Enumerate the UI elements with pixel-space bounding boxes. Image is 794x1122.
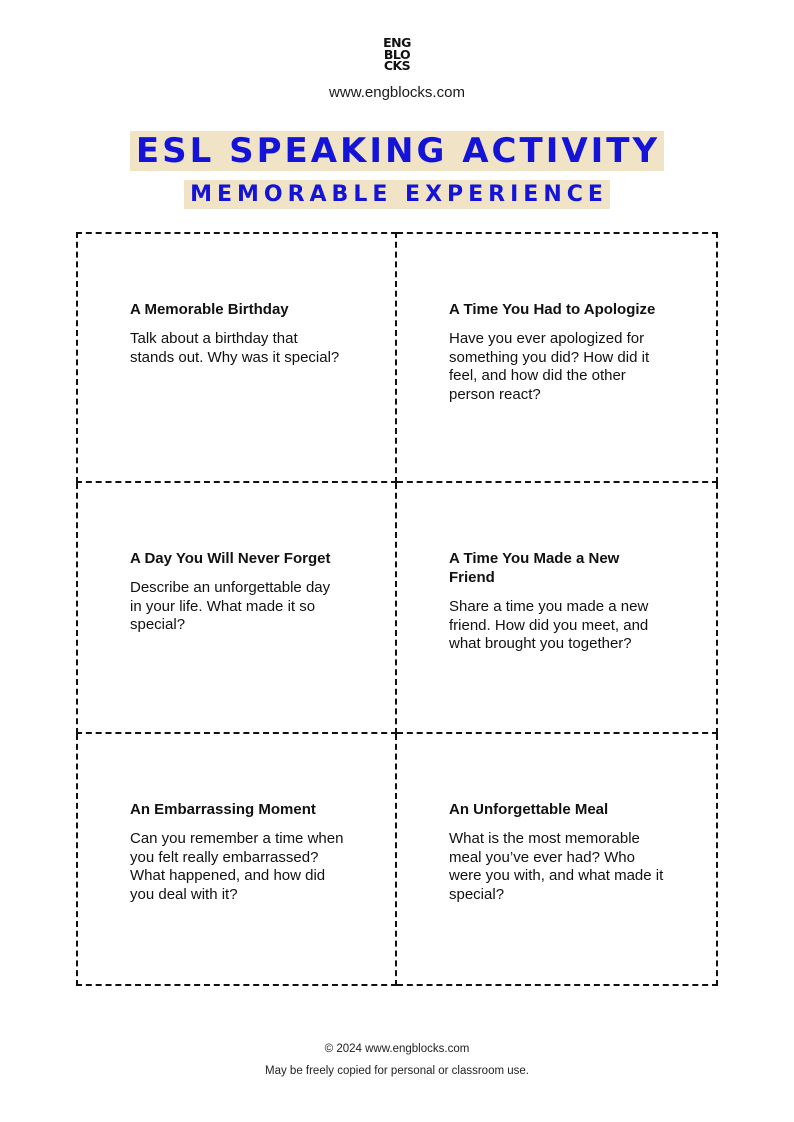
logo-line-2: BLO [383,46,411,62]
card-title: A Time You Made a New Friend [449,550,620,586]
subtitle-container [0,180,794,209]
card-question: Talk about a birthday that stands out. Why was it special? [130,330,340,366]
speaking-card-apologize [397,232,718,483]
card-grid [76,232,718,986]
card-question: What is the most memorable meal you’ve ever had? Who were you with, and what made it special? [449,830,664,903]
card-title: An Embarrassing Moment [130,801,316,818]
card-title: A Day You Will Never Forget [130,550,331,567]
speaking-card-embarrassing-moment [76,734,397,986]
speaking-card-unforgettable-meal [397,734,718,986]
card-question: Describe an unforgettable day in your life. What made it so special? [130,579,331,633]
card-question: Can you remember a time when you felt really embarrassed? What happened, and how did you deal with it? [130,830,344,903]
page-title: ESL SPEAKING ACTIVITY [130,131,664,171]
card-title: A Time You Had to Apologize [449,301,656,318]
speaking-card-unforgettable-day [76,483,397,734]
engblocks-logo [0,37,794,72]
page-subtitle: MEMORABLE EXPERIENCE [184,180,610,209]
title-container [0,131,794,171]
footer-license: May be freely copied for personal or classroom use. [265,1065,529,1077]
footer-copyright: © 2024 www.engblocks.com [324,1043,470,1055]
card-title: An Unforgettable Meal [449,801,609,818]
logo-line-3: CKS [383,58,411,73]
card-question: Have you ever apologized for something you did? How did it feel, and how did the other person react? [449,330,650,403]
speaking-card-birthday [76,232,397,483]
speaking-card-new-friend [397,483,718,734]
card-question: Share a time you made a new friend. How did you meet, and what brought you together? [449,598,649,652]
website-url: www.engblocks.com [329,84,465,101]
logo-line-1: ENG [383,35,411,50]
card-title: A Memorable Birthday [130,301,289,318]
